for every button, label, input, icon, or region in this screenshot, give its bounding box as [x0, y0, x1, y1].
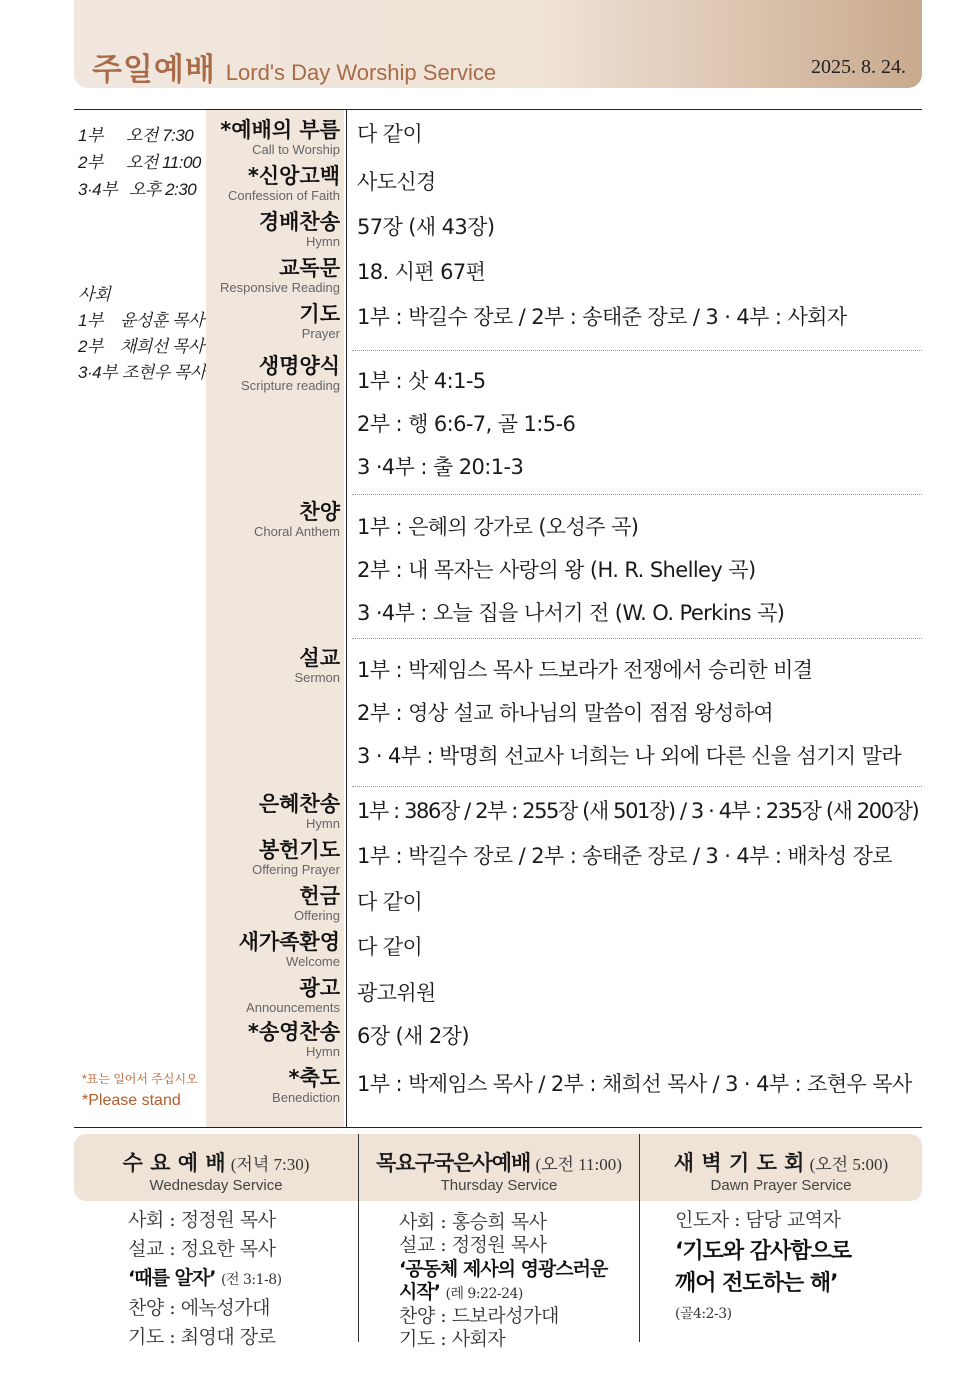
- wednesday-sermon-ref: (전 3:1-8): [221, 1272, 282, 1288]
- schedule-part: 1부: [78, 126, 103, 145]
- order-en: Hymn: [306, 234, 340, 249]
- schedule-row: [78, 121, 193, 146]
- order-item: [272, 1066, 340, 1106]
- content-line: 1부 : 박길수 장로 / 2부 : 송태준 장로 / 3 · 4부 : 사회자: [357, 305, 847, 329]
- thursday-time: (오전 11:00): [535, 1155, 622, 1174]
- content-line: 사도신경: [357, 170, 436, 194]
- schedule-time: 오전 11:00: [126, 153, 201, 172]
- stand-note-en: *Please stand: [82, 1092, 181, 1109]
- dawn-title-en: Dawn Prayer Service: [710, 1177, 852, 1194]
- thursday-choir: 찬양 : 드보라성가대: [399, 1305, 559, 1327]
- divider-bottom: [74, 1127, 922, 1128]
- order-item: [259, 210, 340, 250]
- content-line: 1부 : 386장 / 2부 : 255장 (새 501장) / 3 · 4부 : 235장 (새 200장): [357, 799, 919, 823]
- content-line: 2부 : 영상 설교 하나님의 말씀이 점점 왕성하여: [357, 701, 774, 725]
- order-ko: 생명양식: [258, 354, 340, 378]
- order-ko: 교독문: [279, 256, 340, 280]
- order-en: Benediction: [272, 1090, 340, 1105]
- host-part: 1부: [78, 311, 103, 330]
- weekday-services-band: [74, 1134, 922, 1201]
- host-row: [78, 358, 206, 383]
- host-part: 3·4부: [78, 363, 117, 382]
- title-english: Lord's Day Worship Service: [225, 60, 497, 85]
- order-ko: 은혜찬송: [258, 792, 340, 816]
- content-line: 1부 : 은혜의 강가로 (오성주 곡): [357, 515, 639, 539]
- dawn-title: [640, 1147, 922, 1177]
- order-ko: 봉헌기도: [258, 838, 340, 862]
- dawn-theme-ref: (골4:2-3): [675, 1306, 732, 1322]
- host-part: 2부: [78, 337, 103, 356]
- content-column: [357, 110, 932, 1127]
- thursday-sermon: [399, 1277, 523, 1304]
- wednesday-title-ko: 수 요 예 배: [122, 1151, 226, 1175]
- content-line: 1부 : 박길수 장로 / 2부 : 송태준 장로 / 3 · 4부 : 배차성 장로: [357, 844, 892, 868]
- order-en: Choral Anthem: [254, 524, 340, 539]
- dotted-divider: [352, 494, 922, 495]
- order-ko: 광고: [299, 976, 340, 1000]
- thursday-title: [359, 1147, 639, 1177]
- order-item: [294, 884, 340, 924]
- content-line: 3 ·4부 : 출 20:1-3: [357, 455, 524, 479]
- service-divider: [358, 1134, 359, 1342]
- wednesday-header: [74, 1134, 358, 1201]
- title-korean: 주일예배: [92, 52, 216, 88]
- content-line: 다 같이: [357, 935, 423, 959]
- wednesday-title-en: Wednesday Service: [149, 1177, 283, 1194]
- order-en: Confession of Faith: [227, 188, 340, 203]
- order-en: Responsive Reading: [220, 280, 340, 295]
- wednesday-sermon-title: ‘때를 알자’: [128, 1267, 216, 1289]
- order-ko: *예배의 부름: [220, 118, 340, 142]
- order-item: [241, 354, 340, 394]
- schedule-row: [78, 148, 201, 173]
- thursday-preacher: 설교 : 정정원 목사: [399, 1234, 547, 1256]
- host-name: 조현우 목사: [122, 363, 206, 382]
- wednesday-preacher: 설교 : 정요한 목사: [128, 1238, 276, 1260]
- thursday-sermon-title-2: 시작’: [399, 1281, 440, 1303]
- host-heading: 사회: [78, 285, 111, 304]
- host-row: [78, 332, 204, 357]
- order-item: [259, 792, 340, 832]
- order-ko: 찬양: [299, 500, 340, 524]
- order-column: [206, 110, 344, 1127]
- schedule-time: 오후 2:30: [129, 180, 197, 199]
- thursday-title-ko: 목요구국은사예배: [376, 1151, 531, 1175]
- schedule-part: 2부: [78, 153, 103, 172]
- thursday-header: [359, 1134, 639, 1201]
- service-date: 2025. 8. 24.: [811, 56, 906, 78]
- order-item: [220, 118, 340, 158]
- page-title: [92, 44, 496, 89]
- order-item: [220, 256, 340, 296]
- dotted-divider: [352, 786, 922, 787]
- order-ko: 경배찬송: [258, 210, 340, 234]
- dawn-theme-1: ‘기도와 감사함으로: [675, 1239, 852, 1264]
- content-line: 2부 : 행 6:6-7, 골 1:5-6: [357, 412, 576, 436]
- host-name: 채희선 목사: [120, 337, 204, 356]
- content-line: 3 · 4부 : 박명희 선교사 너희는 나 외에 다른 신을 섬기지 말라: [357, 744, 902, 768]
- dawn-leader: 인도자 : 담당 교역자: [675, 1209, 841, 1231]
- content-line: 2부 : 내 목자는 사랑의 왕 (H. R. Shelley 곡): [357, 558, 756, 582]
- content-line: 1부 : 박제임스 목사 드보라가 전쟁에서 승리한 비결: [357, 658, 813, 682]
- dawn-theme-2: 깨어 전도하는 해’: [675, 1271, 838, 1296]
- content-line: 다 같이: [357, 122, 423, 146]
- order-en: Call to Worship: [252, 142, 340, 157]
- order-ko: 설교: [299, 646, 340, 670]
- dawn-time: (오전 5:00): [809, 1155, 889, 1174]
- service-divider: [639, 1134, 640, 1342]
- order-en: Announcements: [246, 1000, 340, 1015]
- thursday-prayer: 기도 : 사회자: [399, 1328, 506, 1350]
- host-name: 윤성훈 목사: [120, 311, 204, 330]
- thursday-sermon-title-1: ‘공동체 제사의 영광스러운: [399, 1258, 608, 1280]
- thursday-sermon-ref: (레 9:22-24): [445, 1286, 523, 1302]
- wednesday-choir: 찬양 : 에녹성가대: [128, 1297, 270, 1319]
- column-divider: [346, 110, 347, 1127]
- order-item: [228, 164, 340, 204]
- dotted-divider: [352, 350, 922, 351]
- wednesday-prayer: 기도 : 최영대 장로: [128, 1326, 276, 1348]
- dawn-title-ko: 새 벽 기 도 회: [673, 1151, 805, 1175]
- order-item: [239, 930, 340, 970]
- order-en: Offering: [293, 908, 340, 923]
- content-line: 다 같이: [357, 890, 423, 914]
- order-item: [246, 976, 340, 1016]
- schedule-row: [78, 175, 196, 200]
- schedule-part: 3·4부: [78, 180, 117, 199]
- content-line: 18. 시편 67편: [357, 260, 486, 284]
- order-en: Scripture reading: [241, 378, 340, 393]
- order-item: [252, 838, 340, 878]
- header-banner: [74, 0, 922, 88]
- wednesday-host: 사회 : 정정원 목사: [128, 1209, 276, 1231]
- host-row: [78, 306, 204, 331]
- order-ko: *신앙고백: [247, 164, 340, 188]
- order-item: [254, 500, 340, 540]
- wednesday-time: (저녁 7:30): [230, 1155, 310, 1174]
- order-ko: *송영찬송: [247, 1020, 340, 1044]
- thursday-title-en: Thursday Service: [440, 1177, 558, 1194]
- order-en: Offering Prayer: [252, 862, 340, 877]
- content-line: 57장 (새 43장): [357, 215, 495, 239]
- content-line: 6장 (새 2장): [357, 1024, 469, 1048]
- order-en: Welcome: [286, 954, 340, 969]
- order-en: Prayer: [301, 326, 340, 341]
- content-line: 광고위원: [357, 981, 436, 1005]
- schedule-time: 오전 7:30: [126, 126, 194, 145]
- schedule-column: [74, 110, 206, 1127]
- order-ko: 새가족환영: [238, 930, 340, 954]
- thursday-host: 사회 : 홍승희 목사: [399, 1211, 547, 1233]
- content-line: 1부 : 박제임스 목사 / 2부 : 채희선 목사 / 3 · 4부 : 조현우 목사: [357, 1072, 912, 1096]
- content-line: 3 ·4부 : 오늘 집을 나서기 전 (W. O. Perkins 곡): [357, 601, 785, 625]
- order-ko: 기도: [299, 302, 340, 326]
- order-item: [294, 646, 340, 686]
- order-en: Hymn: [306, 1044, 340, 1059]
- order-item: [299, 302, 340, 342]
- order-en: Sermon: [294, 670, 340, 685]
- order-ko: 헌금: [299, 884, 340, 908]
- stand-note-ko: *표는 일어서 주십시오: [82, 1072, 198, 1086]
- dawn-header: [640, 1134, 922, 1201]
- content-line: 1부 : 삿 4:1-5: [357, 369, 486, 393]
- wednesday-sermon: [128, 1263, 282, 1290]
- order-item: [248, 1020, 340, 1060]
- order-en: Hymn: [306, 816, 340, 831]
- wednesday-title: [74, 1147, 358, 1177]
- order-ko: *축도: [288, 1066, 340, 1090]
- dotted-divider: [352, 638, 922, 639]
